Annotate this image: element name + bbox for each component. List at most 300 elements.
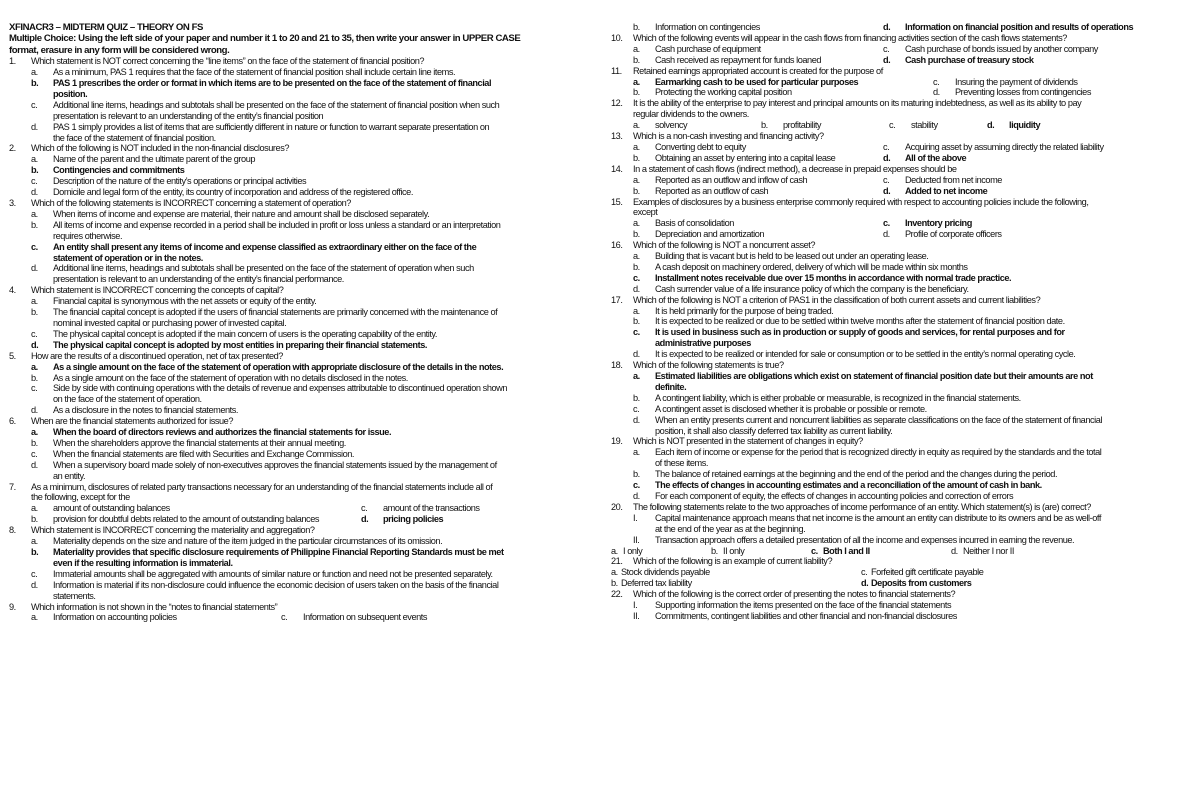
option-letter: d. — [633, 349, 640, 360]
option-text: The effects of changes in accounting estimates and a reconciliation of the amount of cash in bank. — [655, 480, 1042, 491]
option-letter: a. — [633, 76, 640, 87]
answer-option — [9, 547, 589, 558]
question-line — [611, 556, 1189, 567]
option-text: Supporting information the items presented on the face of the financial statements — [655, 600, 952, 611]
answer-option — [611, 251, 1189, 262]
option-letter: d. — [633, 490, 640, 501]
option-letter: b. — [633, 54, 640, 65]
option-continuation: presentation is relevant to an understanding of the entity’s financial performance. — [53, 274, 344, 285]
option-text: It is held primarily for the purpose of being traded. — [655, 305, 834, 316]
option-text: Name of the parent and the ultimate parent of the group — [53, 154, 256, 165]
quiz-header-line: Multiple Choice: Using the left side of your paper and number it 1 to 20 and 21 to 35, then write your answer in UPPER CASE — [9, 33, 521, 45]
answer-option — [711, 546, 811, 557]
option-letter: d. — [883, 152, 891, 163]
option-letter: c. — [31, 241, 38, 252]
answer-option — [9, 405, 589, 416]
question-line — [611, 502, 1189, 513]
answer-option — [9, 176, 589, 187]
question-text: Which of the following is NOT included in the non-financial disclosures? — [31, 143, 290, 154]
answer-option — [9, 165, 589, 176]
question-line — [611, 197, 1189, 208]
answer-option — [883, 229, 1002, 240]
option-letter: d. — [361, 514, 369, 525]
question-number: 8. — [9, 525, 16, 536]
option-letter: b. — [633, 22, 640, 32]
option-letter: c. — [883, 43, 890, 54]
option-text: Materiality provides that specific disclosure requirements of Philippine Financial Reporting Standards must be met — [53, 547, 504, 557]
question-line — [611, 66, 1189, 77]
option-text: When an entity presents current and noncurrent liabilities as separate classifications on the face of the statement of financial — [655, 414, 1102, 425]
answer-option — [281, 612, 427, 623]
option-letter: d. — [933, 87, 940, 98]
option-letter: a. — [633, 305, 640, 316]
answer-option-pair — [611, 578, 1189, 589]
option-text: pricing policies — [383, 514, 444, 525]
option-letter: c. — [281, 612, 288, 623]
question-number: 6. — [9, 416, 16, 427]
question-number: 9. — [9, 601, 16, 612]
question-line — [9, 351, 589, 362]
option-letter: c. — [31, 176, 38, 187]
option-letter: c. — [883, 174, 890, 185]
answer-option — [633, 218, 883, 229]
answer-option — [633, 55, 883, 66]
option-letter: c. — [31, 99, 38, 110]
option-text: All of the above — [905, 152, 967, 163]
option-letter: b. — [761, 120, 768, 131]
option-letter: d. — [31, 579, 38, 590]
answer-option — [31, 503, 361, 514]
option-letter: a. — [31, 361, 38, 372]
option-text: Deferred tax liability — [621, 578, 692, 589]
question-line — [9, 143, 589, 154]
option-letter: c. — [31, 328, 38, 339]
question-number: 13. — [611, 131, 623, 142]
option-text: PAS 1 prescribes the order or format in which items are to be presented on the face of the statement of financial — [53, 78, 492, 89]
question-number: 18. — [611, 360, 623, 371]
option-text: Profile of corporate officers — [905, 229, 1002, 240]
question-line — [611, 164, 1189, 175]
question-text: Which of the following events will appear in the cash flows from financing activities section of the cash flows statements? — [633, 32, 1067, 43]
answer-option — [633, 229, 883, 240]
answer-option — [611, 316, 1189, 327]
answer-option — [933, 87, 1091, 98]
answer-option — [633, 44, 883, 55]
option-text: stability — [911, 120, 938, 131]
option-letter: b. — [31, 547, 39, 557]
quiz-header-line: format, erasure in any form will be considered wrong. — [9, 44, 230, 56]
answer-option-pair — [9, 503, 589, 514]
option-letter: c. — [31, 383, 38, 394]
option-letter: c. — [811, 545, 818, 556]
option-text: A contingent asset is disclosed whether it is probable or possible or remote. — [655, 403, 927, 414]
answer-option — [611, 393, 1189, 404]
question-text: When are the financial statements authorized for issue? — [31, 416, 233, 427]
answer-option — [9, 78, 589, 89]
question-continuation: regular dividends to the owners. — [633, 109, 749, 120]
option-letter: d. — [31, 405, 38, 416]
option-text: Transaction approach offers a detailed presentation of all the income and expenses incurred in earning the revenue. — [655, 534, 1075, 545]
option-text: As a minimum, PAS 1 requires that the face of the statement of financial position shall include certain line items. — [53, 67, 456, 78]
option-letter: c. — [633, 403, 640, 414]
option-letter: b. — [633, 229, 640, 240]
option-letter: d. — [883, 185, 891, 196]
option-letter: b. — [31, 219, 38, 230]
question-line — [611, 131, 1189, 142]
option-text: Information is material if its non-disclosure could influence the economic decision of users taken on the basis of the financial — [53, 579, 499, 590]
option-text: Forfeited gift certificate payable — [871, 567, 984, 578]
option-letter: c. — [633, 480, 640, 491]
answer-option — [9, 209, 589, 220]
option-letter: I. — [633, 512, 638, 523]
option-letter: c. — [633, 272, 640, 283]
question-number: 14. — [611, 163, 623, 174]
question-number: 2. — [9, 143, 16, 154]
question-number: 1. — [9, 56, 16, 67]
option-letter: d. — [31, 121, 38, 132]
answer-option — [883, 55, 1034, 66]
question-line — [611, 240, 1189, 251]
option-letter: c. — [861, 567, 868, 578]
answer-option — [883, 153, 966, 164]
answer-option — [611, 546, 711, 557]
option-letter: b. — [711, 545, 718, 556]
question-text: It is the ability of the enterprise to pay interest and principal amounts on its maturing indebtedness, as well as its ability to pay — [633, 98, 1082, 109]
question-text: How are the results of a discontinued operation, net of tax presented? — [31, 350, 283, 361]
option-text: Inventory pricing — [905, 218, 972, 229]
answer-option — [889, 120, 987, 131]
option-letter: b. — [633, 392, 640, 403]
option-continuation: on the face of the statement of operation. — [53, 394, 202, 405]
option-letter: d. — [31, 339, 39, 350]
option-text: Description of the nature of the entity’s operations or principal activities — [53, 176, 307, 187]
question-line — [611, 360, 1189, 371]
option-letter: b. — [633, 185, 640, 196]
option-letter: d. — [31, 263, 38, 274]
option-text: Information on contingencies — [655, 22, 760, 32]
option-letter: c. — [361, 503, 368, 514]
answer-option — [633, 142, 883, 153]
option-text: Deposits from customers — [871, 578, 972, 589]
option-letter: b. — [31, 165, 39, 176]
question-number: 5. — [9, 350, 16, 361]
option-text: An entity shall present any items of income and expense classified as extraordinary either on the face of the — [53, 241, 477, 252]
answer-option-pair — [611, 22, 1189, 33]
option-continuation: statements. — [53, 590, 96, 601]
option-letter: a. — [633, 120, 640, 131]
answer-option-pair — [611, 218, 1189, 229]
question-number: 7. — [9, 481, 16, 492]
question-number: 11. — [611, 65, 622, 76]
answer-option — [9, 373, 589, 384]
option-letter: b. — [611, 578, 618, 589]
option-letter: d. — [987, 120, 995, 131]
question-line — [9, 482, 589, 493]
question-text: The following statements relate to the two approaches of income performance of an entity. Which statement(s) is (are) correct? — [633, 501, 1091, 512]
answer-option — [9, 296, 589, 307]
option-text: It is used in business such as in production or supply of goods and services, for rental purposes and for — [655, 327, 1065, 338]
option-text: Insuring the payment of dividends — [955, 76, 1078, 87]
question-number: 4. — [9, 285, 16, 296]
option-continuation: at the end of the year as at the beginning. — [655, 523, 806, 534]
quiz-header-line: XFINACR3 – MIDTERM QUIZ – THEORY ON FS — [9, 22, 203, 33]
answer-option — [9, 427, 589, 438]
option-continuation: statement of operation or in the notes. — [53, 252, 203, 263]
option-text: All items of income and expense recorded in a period shall be included in profit or loss unless a standard or an interpretation — [53, 219, 501, 230]
question-number: 15. — [611, 196, 623, 207]
answer-option — [9, 460, 589, 471]
answer-option — [611, 600, 1189, 611]
answer-option — [883, 175, 1002, 186]
option-text: Commitments, contingent liabilities and other financial and non-financial disclosures — [655, 610, 957, 621]
option-letter: a. — [633, 43, 640, 54]
option-letter: II. — [633, 610, 640, 621]
answer-option-pair — [611, 153, 1189, 164]
option-letter: d. — [861, 578, 869, 589]
question-number: 3. — [9, 198, 16, 208]
option-text: Protecting the working capital position — [655, 87, 792, 98]
question-line — [9, 416, 589, 427]
answer-option — [9, 362, 589, 373]
answer-option-row — [611, 546, 1189, 557]
answer-option-pair — [611, 77, 1189, 88]
answer-option — [9, 154, 589, 165]
option-continuation: of these items. — [655, 458, 708, 469]
option-text: Information on financial position and results of operations — [905, 22, 1134, 32]
option-text: Materiality depends on the size and nature of the item judged in the particular circumstances of its omission. — [53, 536, 443, 547]
left-column — [9, 22, 589, 623]
option-text: Added to net income — [905, 185, 988, 196]
option-letter: d. — [883, 22, 891, 32]
option-text: Depreciation and amortization — [655, 229, 765, 240]
question-text: Which is NOT presented in the statement of changes in equity? — [633, 436, 863, 447]
question-number: 12. — [611, 98, 623, 109]
option-letter: a. — [633, 174, 640, 185]
answer-option — [9, 187, 589, 198]
answer-option — [361, 503, 480, 514]
question-number: 22. — [611, 589, 623, 600]
option-text: Side by side with continuing operations with the details of revenue and expenses attributable to discontinued operation shown — [53, 383, 507, 394]
option-text: solvency — [655, 120, 688, 131]
option-continuation: administrative purposes — [655, 338, 751, 349]
answer-option — [31, 514, 361, 525]
option-continuation: requires otherwise. — [53, 230, 123, 241]
question-line — [611, 436, 1189, 447]
option-text: The physical capital concept is adopted if the main concern of users is the operating capability of the entity. — [53, 328, 437, 339]
answer-option — [9, 383, 589, 394]
answer-option-pair — [611, 229, 1189, 240]
option-text: When the shareholders approve the financial statements at their annual meeting. — [53, 437, 346, 448]
option-text: The financial capital concept is adopted if the users of financial statements are primarily concerned with the maintenance of — [53, 307, 498, 318]
option-text: Information on accounting policies — [53, 612, 177, 623]
question-number: 19. — [611, 436, 623, 447]
option-text: Converting debt to equity — [655, 141, 746, 152]
answer-option — [611, 480, 1189, 491]
option-letter: a. — [31, 296, 38, 307]
answer-option — [633, 77, 933, 88]
option-text: Immaterial amounts shall be aggregated with amounts of similar nature or function and need not be presented separately. — [53, 568, 493, 579]
question-line — [611, 295, 1189, 306]
option-letter: b. — [31, 78, 39, 89]
option-text: Neither I nor II — [963, 545, 1015, 556]
question-text: Which statement is INCORRECT concerning the concepts of capital? — [31, 285, 284, 296]
answer-option — [811, 546, 951, 557]
option-text: The physical capital concept is adopted by most entities in preparing their financial statements. — [53, 339, 427, 350]
option-text: amount of the transactions — [383, 503, 480, 514]
option-letter: a. — [633, 218, 640, 229]
option-text: Building that is vacant but is held to be leased out under an operating lease. — [655, 251, 929, 262]
answer-option-pair — [9, 514, 589, 525]
answer-option — [9, 242, 589, 253]
answer-option — [761, 120, 889, 131]
answer-option — [361, 514, 443, 525]
option-continuation: presentation is relevant to an understanding of the entity’s financial position — [53, 110, 324, 121]
option-letter: b. — [31, 437, 38, 448]
option-letter: d. — [31, 187, 38, 198]
option-text: Domicile and legal form of the entity, its country of incorporation and address of the registered office. — [53, 187, 413, 198]
answer-option — [883, 218, 972, 229]
option-letter: II. — [633, 534, 640, 545]
question-line — [611, 589, 1189, 600]
option-letter: b. — [633, 87, 640, 98]
answer-option — [611, 469, 1189, 480]
option-text: It is expected to be realized or due to be settled within twelve months after the statement of financial position date. — [655, 316, 1065, 327]
answer-option-pair — [611, 55, 1189, 66]
option-text: Estimated liabilities are obligations which exist on statement of financial position date but their amounts are not — [655, 371, 1093, 381]
question-line — [611, 98, 1189, 109]
option-letter: a. — [633, 141, 640, 152]
question-text: Which of the following statements is INCORRECT concerning a statement of operation? — [31, 198, 351, 208]
option-text: Additional line items, headings and subtotals shall be presented on the face of the statement of financial position when such — [53, 99, 500, 110]
option-text: Contingencies and commitments — [53, 165, 185, 176]
answer-option — [883, 186, 987, 197]
answer-option — [861, 578, 971, 589]
option-letter: b. — [31, 307, 38, 318]
answer-option — [9, 67, 589, 78]
option-continuation: the face of the statement of financial position. — [53, 132, 216, 143]
option-text: Cash purchase of equipment — [655, 43, 761, 54]
answer-option — [611, 349, 1189, 360]
option-letter: a. — [31, 427, 38, 438]
option-letter: a. — [633, 371, 640, 381]
question-text: Examples of disclosures by a business enterprise commonly required with respect to accounting policies include the following, — [633, 196, 1089, 207]
option-letter: c. — [633, 327, 640, 338]
option-text: profitability — [783, 120, 822, 131]
answer-option-pair — [611, 567, 1189, 578]
option-text: A cash deposit on machinery ordered, delivery of which will be made within six months — [655, 261, 968, 272]
option-continuation: even if the resulting information is immaterial. — [53, 557, 233, 568]
answer-option — [9, 438, 589, 449]
answer-option — [611, 578, 861, 589]
question-continuation: except — [633, 207, 658, 218]
answer-option — [633, 87, 933, 98]
option-continuation: definite. — [655, 381, 687, 392]
option-text: Reported as an outflow of cash — [655, 185, 769, 196]
answer-option — [611, 513, 1189, 524]
answer-option — [9, 263, 589, 274]
option-letter: c. — [889, 120, 896, 131]
question-text: Which information is not shown in the “notes to financial statements” — [31, 601, 278, 612]
option-text: Additional line items, headings and subtotals shall be presented on the face of the statement of operation when such — [53, 263, 474, 274]
option-letter: a. — [31, 208, 38, 219]
option-letter: d. — [883, 229, 890, 240]
option-continuation: position. — [53, 88, 88, 99]
option-text: Earmarking cash to be used for particular purposes — [655, 76, 859, 87]
answer-option — [611, 611, 1189, 622]
option-text: PAS 1 simply provides a list of items that are sufficiently different in nature or function to warrant separate presentation on — [53, 121, 490, 132]
answer-option-pair — [611, 175, 1189, 186]
option-text: II only — [723, 545, 745, 556]
answer-option — [987, 120, 1107, 131]
option-continuation: an entity. — [53, 470, 86, 481]
option-text: As a single amount on the face of the statement of operation with no details disclosed in the notes. — [53, 372, 408, 383]
option-text: As a single amount on the face of the statement of operation with appropriate disclosure of the details in the notes. — [53, 361, 504, 372]
option-continuation: nominal invested capital or purchasing power of invested capital. — [53, 317, 287, 328]
question-text: Which of the following is NOT a noncurrent asset? — [633, 240, 816, 251]
question-number: 20. — [611, 501, 623, 512]
answer-option — [633, 120, 761, 131]
answer-option — [611, 491, 1189, 502]
question-continuation: the following, except for the — [31, 492, 130, 503]
question-text: Which is a non-cash investing and financing activity? — [633, 131, 824, 142]
question-text: Which of the following is the correct order of presenting the notes to financial statements? — [633, 589, 956, 600]
answer-option — [9, 329, 589, 340]
question-text: Which of the following statements is true? — [633, 360, 784, 371]
option-text: provision for doubtful debts related to the amount of outstanding balances — [53, 514, 320, 525]
question-line — [9, 525, 589, 536]
question-line — [9, 285, 589, 296]
answer-option — [9, 100, 589, 111]
option-text: liquidity — [1009, 120, 1041, 131]
answer-option — [611, 415, 1189, 426]
option-letter: b. — [31, 372, 38, 383]
answer-option — [883, 142, 1104, 153]
option-text: Capital maintenance approach means that net income is the amount an entity can distribute to its owners and be as well-off — [655, 512, 1101, 523]
answer-option — [9, 220, 589, 231]
option-text: When a supervisory board made solely of non-executives approves the financial statements issued by the management of — [53, 459, 497, 470]
option-letter: c. — [883, 218, 890, 229]
option-text: Each item of income or expense for the period that is recognized directly in equity as required by the standards and the total — [655, 447, 1102, 458]
answer-option — [611, 262, 1189, 273]
question-line — [9, 198, 589, 209]
option-letter: a. — [633, 251, 640, 262]
option-letter: b. — [633, 469, 640, 480]
option-text: Cash purchase of bonds issued by another company — [905, 43, 1098, 54]
answer-option-pair — [611, 142, 1189, 153]
option-letter: c. — [31, 448, 38, 459]
option-letter: a. — [31, 503, 38, 514]
answer-option — [951, 546, 1071, 557]
option-text: When the board of directors reviews and authorizes the financial statements for issue. — [53, 427, 392, 438]
option-letter: a. — [31, 536, 38, 547]
question-text: Retained earnings appropriated account is created for the purpose of — [633, 65, 883, 76]
option-letter: I. — [633, 600, 638, 611]
question-line — [611, 33, 1189, 44]
option-text: Installment notes receivable due over 15 months in accordance with normal trade practice. — [655, 272, 1012, 283]
question-text: Which of the following is NOT a criterion of PAS1 in the classification of both current assets and current liabilities? — [633, 294, 1041, 305]
answer-option — [861, 567, 983, 578]
option-letter: c. — [31, 568, 38, 579]
option-letter: d. — [883, 54, 891, 65]
option-letter: c. — [883, 141, 890, 152]
option-text: amount of outstanding balances — [53, 503, 170, 514]
option-text: Cash surrender value of a life insurance policy of which the company is the beneficiary. — [655, 283, 969, 294]
option-text: Cash purchase of treasury stock — [905, 54, 1034, 65]
answer-option — [883, 44, 1098, 55]
question-number: 17. — [611, 294, 623, 305]
option-letter: b. — [633, 152, 640, 163]
answer-option — [633, 186, 883, 197]
